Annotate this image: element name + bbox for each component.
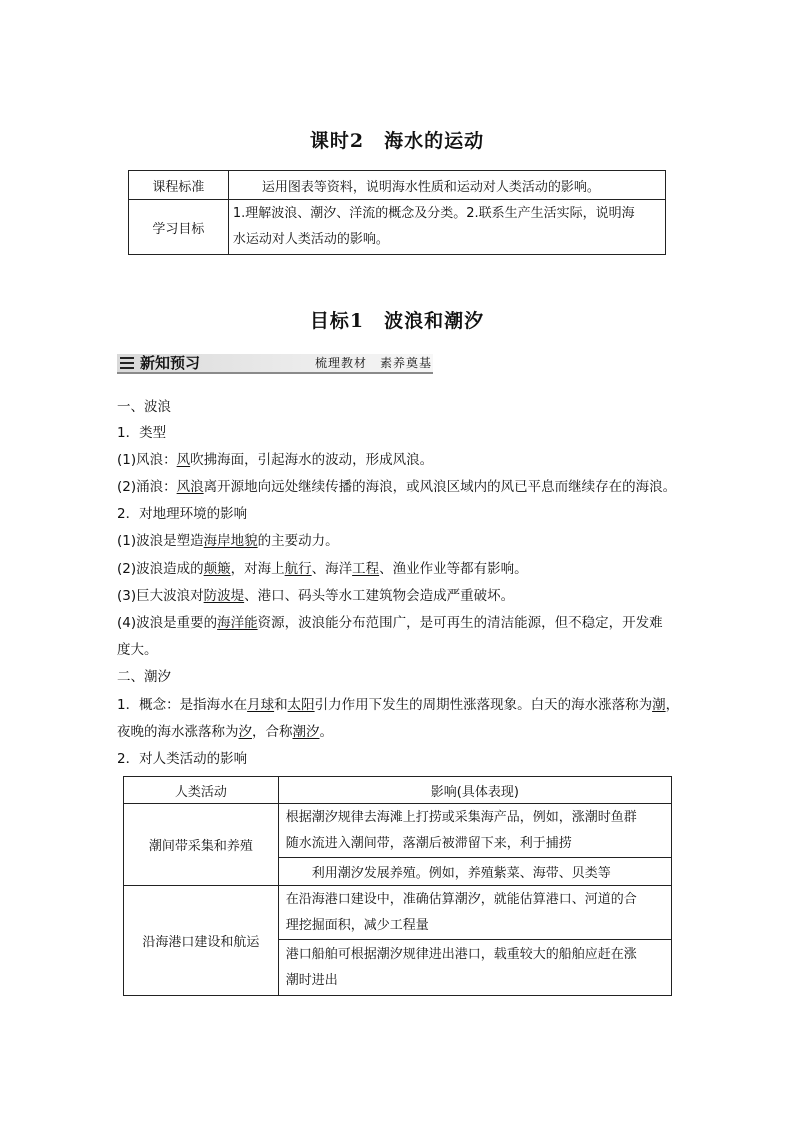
blank-answer: 潮汐 [292, 724, 320, 740]
standards-label: 课程标准 [129, 171, 229, 200]
paragraph-swell: (2)涌浪：风浪离开源地向远处继续传播的海浪，或风浪区域内的风已平息而继续存在的海浪。 [117, 479, 677, 495]
paragraph-impact-4: (4)波浪是重要的海洋能资源，波浪能分布范围广，是可再生的清洁能源，但不稳定，开发难 [117, 615, 663, 631]
sub-heading: 2．对人类活动的影响 [117, 751, 248, 767]
blank-answer: 海岸地貌 [203, 533, 258, 549]
lesson-title: 课时2 海水的运动 [309, 130, 485, 152]
impact-table [123, 776, 672, 996]
banner-tagline: 梳理教材 素养奠基 [315, 356, 433, 370]
table-row [124, 886, 672, 940]
effect-cell: 利用潮汐发展养殖。例如，养殖紫菜、海带、贝类等 [278, 858, 671, 886]
paragraph-tide-concept-cont: 夜晚的海水涨落称为汐，合称潮汐。 [117, 724, 333, 740]
section-heading: 一、波浪 [117, 399, 171, 415]
blank-answer: 颠簸 [203, 561, 231, 577]
column-header: 影响(具体表现) [278, 777, 671, 804]
section-banner [117, 354, 433, 374]
paragraph-impact-2: (2)波浪造成的颠簸，对海上航行、海洋工程、渔业作业等都有影响。 [117, 561, 528, 577]
activity-cell: 沿海港口建设和航运 [124, 886, 279, 996]
paragraph-impact-1: (1)波浪是塑造海岸地貌的主要动力。 [117, 533, 339, 549]
blank-answer: 太阳 [287, 697, 315, 713]
standards-row [129, 171, 666, 200]
objectives-content [228, 200, 665, 255]
paragraph-impact-3: (3)巨大波浪对防波堤、港口、码头等水工建筑物会造成严重破坏。 [117, 588, 515, 604]
table-header-row [124, 777, 672, 804]
effect-cell: 在沿海港口建设中，准确估算潮汐，就能估算港口、河道的合 理挖掘面积，减少工程量 [278, 886, 671, 940]
standards-table [128, 170, 666, 255]
blank-answer: 风浪 [176, 479, 204, 495]
objectives-row [129, 200, 666, 255]
effect-cell: 根据潮汐规律去海滩上打捞或采集海产品，例如，涨潮时鱼群 随水流进入潮间带，落潮后被滞留下来，利于捕捞 [278, 804, 671, 858]
standards-content: 运用图表等资料，说明海水性质和运动对人类活动的影响。 [228, 171, 665, 200]
blank-answer: 潮 [652, 697, 666, 713]
objectives-line: 1.理解波浪、潮汐、洋流的概念及分类。2.联系生产生活实际，说明海 [232, 206, 635, 221]
blank-answer: 月球 [247, 697, 275, 713]
column-header: 人类活动 [124, 777, 279, 804]
blank-answer: 海洋能 [217, 615, 258, 631]
objectives-line: 水运动对人类活动的影响。 [232, 232, 389, 247]
blank-answer: 风 [176, 452, 191, 468]
banner-underline [117, 372, 433, 374]
objectives-label: 学习目标 [129, 200, 229, 255]
sub-heading: 2．对地理环境的影响 [117, 506, 248, 522]
sub-heading: 1．类型 [117, 425, 167, 441]
paragraph-wind-wave: (1)风浪：风吹拂海面，引起海水的波动，形成风浪。 [117, 452, 434, 468]
banner-title: 新知预习 [140, 354, 201, 372]
list-icon [120, 356, 134, 370]
blank-answer: 汐 [238, 724, 252, 740]
section-heading: 二、潮汐 [117, 669, 171, 685]
table-row [124, 804, 672, 858]
blank-answer: 航行 [284, 561, 312, 577]
blank-answer: 工程 [352, 561, 380, 577]
activity-cell: 潮间带采集和养殖 [124, 804, 279, 886]
paragraph-tide-concept: 1．概念：是指海水在月球和太阳引力作用下发生的周期性涨落现象。白天的海水涨落称为潮， [117, 697, 680, 713]
paragraph-impact-4-cont: 度大。 [117, 642, 158, 658]
goal-title: 目标1 波浪和潮汐 [309, 310, 485, 332]
blank-answer: 防波堤 [203, 588, 245, 604]
effect-cell: 港口船舶可根据潮汐规律进出港口，载重较大的船舶应赶在涨 潮时进出 [278, 940, 671, 996]
